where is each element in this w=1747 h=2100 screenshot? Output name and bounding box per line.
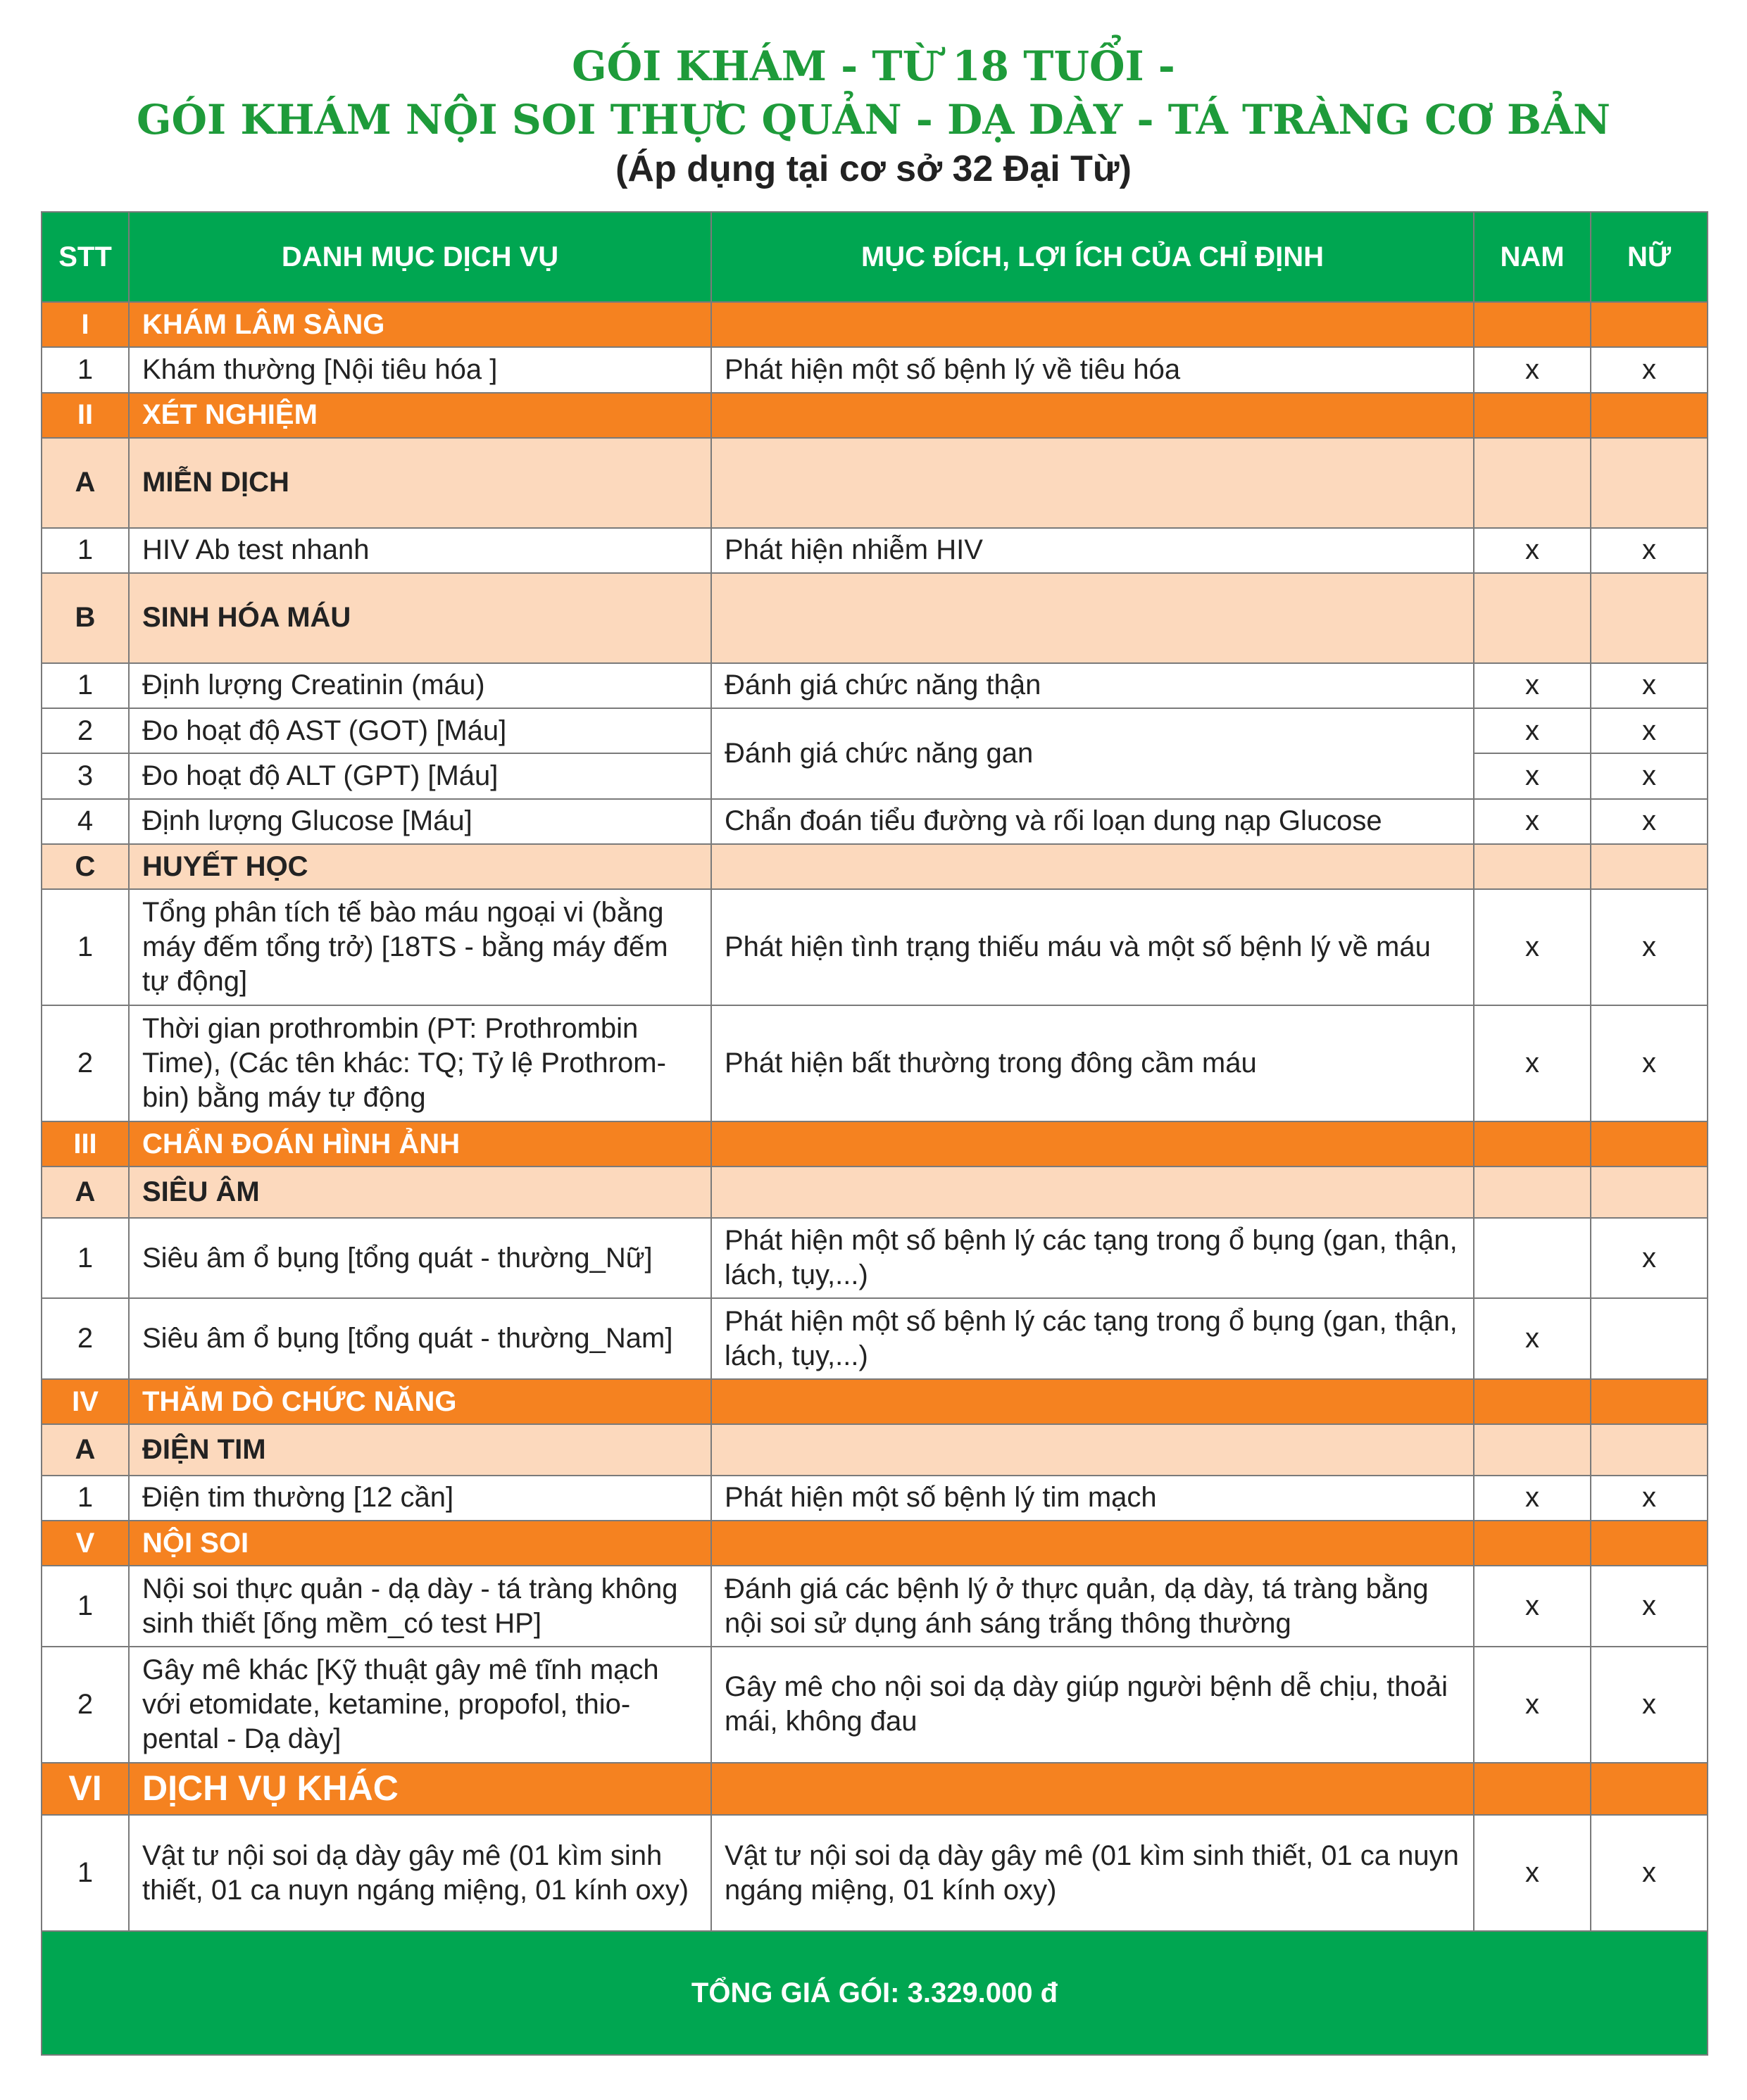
section-row xyxy=(42,1521,1708,1566)
cell-stt: 2 xyxy=(42,1005,129,1121)
cell-service: Thời gian prothrombin (PT: Prothrombin Time), (Các tên khác: TQ; Tỷ lệ Prothrom-bin) bằng máy tự động xyxy=(129,1005,711,1121)
cell-nu: x xyxy=(1591,1566,1708,1647)
section-title: DỊCH VỤ KHÁC xyxy=(129,1763,711,1815)
section-empty xyxy=(1591,302,1708,347)
subsection-title: SIÊU ÂM xyxy=(129,1167,711,1217)
section-number: V xyxy=(42,1521,129,1566)
subsection-row xyxy=(42,573,1708,663)
section-empty xyxy=(711,1121,1474,1167)
table-row xyxy=(42,799,1708,844)
subsection-number: A xyxy=(42,438,129,528)
section-number: II xyxy=(42,393,129,438)
cell-service: Khám thường [Nội tiêu hóa ] xyxy=(129,347,711,392)
subsection-number: B xyxy=(42,573,129,663)
table-row xyxy=(42,528,1708,573)
subsection-row xyxy=(42,1424,1708,1475)
cell-purpose: Phát hiện bất thường trong đông cầm máu xyxy=(711,1005,1474,1121)
header-nam: NAM xyxy=(1474,212,1591,302)
header-purpose: MỤC ĐÍCH, LỢI ÍCH CỦA CHỈ ĐỊNH xyxy=(711,212,1474,302)
subsection-row xyxy=(42,438,1708,528)
header-nu: NỮ xyxy=(1591,212,1708,302)
table-row xyxy=(42,1218,1708,1299)
section-row xyxy=(42,1379,1708,1424)
cell-purpose: Phát hiện một số bệnh lý về tiêu hóa xyxy=(711,347,1474,392)
cell-purpose: Phát hiện tình trạng thiếu máu và một số bệnh lý về máu xyxy=(711,889,1474,1005)
subsection-empty xyxy=(1591,573,1708,663)
table-row xyxy=(42,1476,1708,1521)
table-row xyxy=(42,347,1708,392)
subsection-empty xyxy=(1474,573,1591,663)
location-note: (Áp dụng tại cơ sở 32 Đại Từ) xyxy=(615,149,1132,189)
cell-nu: x xyxy=(1591,799,1708,844)
cell-nam: x xyxy=(1474,889,1591,1005)
cell-service: Đo hoạt độ AST (GOT) [Máu] xyxy=(129,708,711,753)
cell-service: Tổng phân tích tế bào máu ngoại vi (bằng máy đếm tổng trở) [18TS - bằng máy đếm tự động] xyxy=(129,889,711,1005)
cell-nu: x xyxy=(1591,1005,1708,1121)
cell-purpose: Phát hiện một số bệnh lý tim mạch xyxy=(711,1476,1474,1521)
cell-purpose: Gây mê cho nội soi dạ dày giúp người bệnh dễ chịu, thoải mái, không đau xyxy=(711,1647,1474,1763)
subsection-empty xyxy=(1591,1424,1708,1475)
cell-stt: 2 xyxy=(42,708,129,753)
page-title: GÓI KHÁM - TỪ 18 TUỔI - xyxy=(572,42,1175,90)
section-empty xyxy=(1474,1121,1591,1167)
cell-nam: x xyxy=(1474,1566,1591,1647)
subsection-empty xyxy=(711,438,1474,528)
subsection-empty xyxy=(1474,1167,1591,1217)
page-subtitle: GÓI KHÁM NỘI SOI THỰC QUẢN - DẠ DÀY - TÁ TRÀNG CƠ BẢN xyxy=(136,96,1610,144)
cell-nam: x xyxy=(1474,753,1591,798)
table-row xyxy=(42,1005,1708,1121)
section-title: THĂM DÒ CHỨC NĂNG xyxy=(129,1379,711,1424)
cell-purpose: Chẩn đoán tiểu đường và rối loạn dung nạp Glucose xyxy=(711,799,1474,844)
cell-service: Điện tim thường [12 cần] xyxy=(129,1476,711,1521)
subsection-number: A xyxy=(42,1424,129,1475)
cell-nam: x xyxy=(1474,663,1591,708)
cell-purpose: Đánh giá chức năng gan xyxy=(711,708,1474,799)
header-stt: STT xyxy=(42,212,129,302)
cell-nu: x xyxy=(1591,1647,1708,1763)
cell-service: Vật tư nội soi dạ dày gây mê (01 kìm sinh thiết, 01 ca nuyn ngáng miệng, 01 kính oxy) xyxy=(129,1815,711,1931)
section-row xyxy=(42,1763,1708,1815)
cell-service: Gây mê khác [Kỹ thuật gây mê tĩnh mạch với etomidate, ketamine, propofol, thio-pental - Dạ dày] xyxy=(129,1647,711,1763)
cell-stt: 3 xyxy=(42,753,129,798)
cell-purpose: Phát hiện một số bệnh lý các tạng trong ổ bụng (gan, thận, lách, tụy,...) xyxy=(711,1298,1474,1379)
section-empty xyxy=(1474,1763,1591,1815)
cell-nu: x xyxy=(1591,1815,1708,1931)
subsection-empty xyxy=(1474,844,1591,889)
subsection-title: ĐIỆN TIM xyxy=(129,1424,711,1475)
cell-stt: 1 xyxy=(42,1566,129,1647)
section-empty xyxy=(1474,1379,1591,1424)
cell-purpose: Vật tư nội soi dạ dày gây mê (01 kìm sinh thiết, 01 ca nuyn ngáng miệng, 01 kính oxy) xyxy=(711,1815,1474,1931)
cell-purpose: Phát hiện một số bệnh lý các tạng trong ổ bụng (gan, thận, lách, tụy,...) xyxy=(711,1218,1474,1299)
section-title: NỘI SOI xyxy=(129,1521,711,1566)
section-number: III xyxy=(42,1121,129,1167)
cell-stt: 4 xyxy=(42,799,129,844)
table-row xyxy=(42,663,1708,708)
table-row xyxy=(42,889,1708,1005)
cell-purpose: Đánh giá các bệnh lý ở thực quản, dạ dày, tá tràng bằng nội soi sử dụng ánh sáng trắng thông thường xyxy=(711,1566,1474,1647)
cell-nu: x xyxy=(1591,1218,1708,1299)
section-empty xyxy=(1591,1521,1708,1566)
cell-stt: 2 xyxy=(42,1298,129,1379)
cell-service: Đo hoạt độ ALT (GPT) [Máu] xyxy=(129,753,711,798)
section-number: IV xyxy=(42,1379,129,1424)
section-empty xyxy=(1591,393,1708,438)
section-row xyxy=(42,393,1708,438)
cell-nam: x xyxy=(1474,1815,1591,1931)
cell-nu: x xyxy=(1591,889,1708,1005)
cell-stt: 1 xyxy=(42,889,129,1005)
cell-purpose: Phát hiện nhiễm HIV xyxy=(711,528,1474,573)
cell-nam: x xyxy=(1474,708,1591,753)
section-empty xyxy=(1591,1379,1708,1424)
subsection-title: HUYẾT HỌC xyxy=(129,844,711,889)
header-service: DANH MỤC DỊCH VỤ xyxy=(129,212,711,302)
subsection-empty xyxy=(711,1167,1474,1217)
subsection-empty xyxy=(711,844,1474,889)
subsection-empty xyxy=(1591,1167,1708,1217)
section-empty xyxy=(711,1521,1474,1566)
section-empty xyxy=(1474,1521,1591,1566)
section-empty xyxy=(1591,1763,1708,1815)
section-title: XÉT NGHIỆM xyxy=(129,393,711,438)
table-row xyxy=(42,1647,1708,1763)
cell-stt: 2 xyxy=(42,1647,129,1763)
subsection-row xyxy=(42,1167,1708,1217)
cell-nu xyxy=(1591,1298,1708,1379)
cell-nu: x xyxy=(1591,753,1708,798)
table-row xyxy=(42,1298,1708,1379)
cell-stt: 1 xyxy=(42,347,129,392)
cell-nu: x xyxy=(1591,708,1708,753)
section-row xyxy=(42,302,1708,347)
section-number: I xyxy=(42,302,129,347)
subsection-empty xyxy=(711,1424,1474,1475)
subsection-number: C xyxy=(42,844,129,889)
cell-stt: 1 xyxy=(42,1815,129,1931)
table-row xyxy=(42,1566,1708,1647)
cell-nam: x xyxy=(1474,1005,1591,1121)
cell-stt: 1 xyxy=(42,528,129,573)
cell-nam: x xyxy=(1474,347,1591,392)
cell-service: Định lượng Creatinin (máu) xyxy=(129,663,711,708)
cell-nu: x xyxy=(1591,663,1708,708)
cell-nam: x xyxy=(1474,528,1591,573)
section-empty xyxy=(1474,302,1591,347)
cell-purpose: Đánh giá chức năng thận xyxy=(711,663,1474,708)
cell-nu: x xyxy=(1591,528,1708,573)
subsection-row xyxy=(42,844,1708,889)
section-title: KHÁM LÂM SÀNG xyxy=(129,302,711,347)
cell-stt: 1 xyxy=(42,1218,129,1299)
cell-stt: 1 xyxy=(42,663,129,708)
subsection-empty xyxy=(1591,844,1708,889)
subsection-title: SINH HÓA MÁU xyxy=(129,573,711,663)
cell-stt: 1 xyxy=(42,1476,129,1521)
cell-service: Nội soi thực quản - dạ dày - tá tràng không sinh thiết [ống mềm_có test HP] xyxy=(129,1566,711,1647)
cell-service: HIV Ab test nhanh xyxy=(129,528,711,573)
cell-nam: x xyxy=(1474,1298,1591,1379)
section-empty xyxy=(711,1379,1474,1424)
cell-service: Siêu âm ổ bụng [tổng quát - thường_Nữ] xyxy=(129,1218,711,1299)
section-empty xyxy=(711,393,1474,438)
table-header-row xyxy=(42,212,1708,302)
cell-service: Siêu âm ổ bụng [tổng quát - thường_Nam] xyxy=(129,1298,711,1379)
table-row xyxy=(42,1815,1708,1931)
cell-nu: x xyxy=(1591,1476,1708,1521)
subsection-empty xyxy=(1474,1424,1591,1475)
section-empty xyxy=(1591,1121,1708,1167)
cell-nam: x xyxy=(1474,799,1591,844)
section-number: VI xyxy=(42,1763,129,1815)
cell-nam: x xyxy=(1474,1476,1591,1521)
section-empty xyxy=(711,302,1474,347)
section-empty xyxy=(711,1763,1474,1815)
subsection-empty xyxy=(1591,438,1708,528)
cell-nam: x xyxy=(1474,1647,1591,1763)
cell-nam xyxy=(1474,1218,1591,1299)
table-row xyxy=(42,708,1708,753)
total-row xyxy=(42,1931,1708,2055)
subsection-number: A xyxy=(42,1167,129,1217)
section-title: CHẨN ĐOÁN HÌNH ẢNH xyxy=(129,1121,711,1167)
subsection-title: MIỄN DỊCH xyxy=(129,438,711,528)
section-empty xyxy=(1474,393,1591,438)
total-price: TỔNG GIÁ GÓI: 3.329.000 đ xyxy=(42,1931,1708,2055)
service-table xyxy=(41,211,1708,2056)
subsection-empty xyxy=(1474,438,1591,528)
cell-nu: x xyxy=(1591,347,1708,392)
cell-service: Định lượng Glucose [Máu] xyxy=(129,799,711,844)
subsection-empty xyxy=(711,573,1474,663)
section-row xyxy=(42,1121,1708,1167)
